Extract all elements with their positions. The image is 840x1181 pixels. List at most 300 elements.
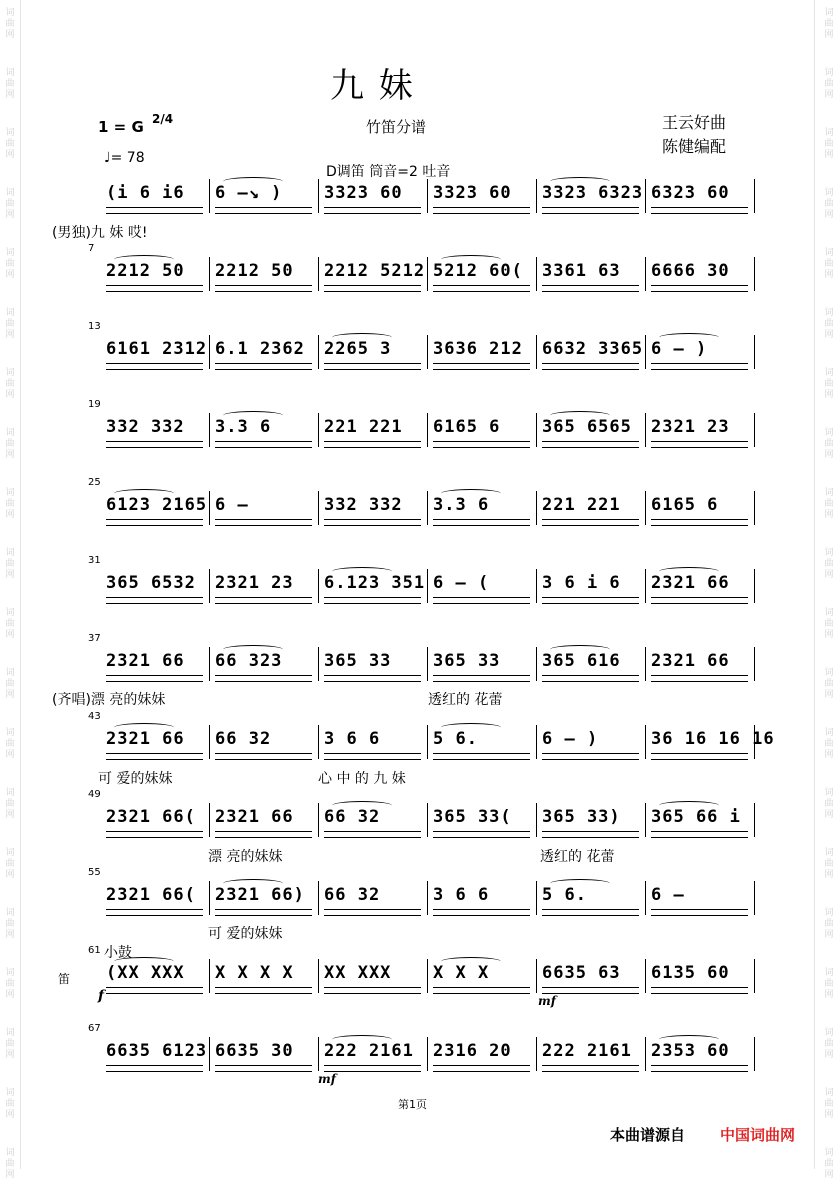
beam-underline: [106, 909, 203, 916]
measure-number: 7: [88, 243, 95, 254]
slur-arc: [659, 801, 719, 810]
beam-underline: [651, 1065, 748, 1072]
measure: [318, 801, 427, 845]
watermark-stamp: 词 曲 网: [5, 128, 15, 160]
jianpu-notes: 6.123 351: [324, 573, 426, 593]
jianpu-notes: 2321 23: [651, 417, 730, 437]
watermark-stamp: 词 曲 网: [5, 8, 15, 40]
jianpu-notes: 2212 50: [215, 261, 294, 281]
beam-underline: [324, 831, 421, 838]
dynamic-marking: f: [98, 988, 105, 1004]
bar-line: [209, 881, 210, 915]
lyric-line: 可 爱的妹妹: [98, 771, 173, 787]
jianpu-notes: 2321 66: [106, 651, 185, 671]
jianpu-notes: 6666 30: [651, 261, 730, 281]
jianpu-notes: 365 6532: [106, 573, 196, 593]
jianpu-notes: 6165 6: [651, 495, 719, 515]
song-title: 九 妹: [330, 66, 415, 106]
measure-number: 31: [88, 555, 101, 566]
beam-underline: [542, 363, 639, 370]
watermark-stamp: 词 曲 网: [5, 728, 15, 760]
measure-number: 13: [88, 321, 101, 332]
jianpu-notes: 6 – ): [651, 339, 708, 359]
watermark-stamp: 词 曲 网: [824, 1148, 834, 1180]
beam-underline: [651, 675, 748, 682]
beam-underline: [542, 753, 639, 760]
composer-credit: 王云好曲: [662, 113, 727, 132]
watermark-stamp: 词 曲 网: [824, 368, 834, 400]
measure: [209, 723, 318, 767]
bar-line: [427, 569, 428, 603]
jianpu-notes: 6165 6: [433, 417, 501, 437]
bar-line: [318, 725, 319, 759]
bar-line: [209, 491, 210, 525]
drum-section-label: 小鼓: [104, 945, 132, 961]
beam-underline: [215, 909, 312, 916]
measure: [645, 801, 754, 845]
slur-arc: [441, 723, 501, 732]
system-end-bar-line: [754, 413, 755, 447]
slur-arc: [114, 723, 174, 732]
bar-line: [645, 491, 646, 525]
jianpu-notes: 2265 3: [324, 339, 392, 359]
jianpu-notes: 3.3 6: [433, 495, 490, 515]
watermark-stamp: 词 曲 网: [5, 248, 15, 280]
beam-underline: [433, 441, 530, 448]
beam-underline: [324, 285, 421, 292]
slur-arc: [114, 255, 174, 264]
beam-underline: [106, 1065, 203, 1072]
bar-line: [536, 647, 537, 681]
measure-number: 19: [88, 399, 101, 410]
jianpu-notes: 365 33: [433, 651, 501, 671]
jianpu-notes: 3 6 i 6: [542, 573, 621, 593]
watermark-stamp: 词 曲 网: [824, 428, 834, 460]
measure: [645, 489, 754, 533]
beam-underline: [542, 675, 639, 682]
bar-line: [536, 1037, 537, 1071]
watermark-stamp: 词 曲 网: [5, 968, 15, 1000]
measure: [427, 645, 536, 689]
lyric-line: 可 爱的妹妹: [208, 926, 283, 942]
beam-underline: [106, 831, 203, 838]
jianpu-notes: 66 32: [215, 729, 272, 749]
measure: [209, 801, 318, 845]
jianpu-notes: XX XXX: [324, 963, 392, 983]
lyric-line: 透红的 花蕾: [540, 849, 615, 865]
measure: [536, 333, 645, 377]
measure: [427, 723, 536, 767]
score-system: [88, 477, 754, 533]
measure: [645, 645, 754, 689]
beam-underline: [651, 753, 748, 760]
jianpu-notes: 221 221: [324, 417, 403, 437]
bar-line: [645, 1037, 646, 1071]
beam-underline: [324, 519, 421, 526]
measure: [318, 645, 427, 689]
watermark-stamp: 词 曲 网: [824, 488, 834, 520]
bar-line: [318, 257, 319, 291]
watermark-stamp: 词 曲 网: [5, 548, 15, 580]
jianpu-notes: 365 33): [542, 807, 621, 827]
measure-number: 55: [88, 867, 101, 878]
jianpu-notes: 6 –↘ ): [215, 183, 283, 203]
beam-underline: [542, 285, 639, 292]
bar-line: [318, 491, 319, 525]
watermark-stamp: 词 曲 网: [5, 308, 15, 340]
watermark-stamp: 词 曲 网: [824, 68, 834, 100]
watermark-stamp: 词 曲 网: [5, 1028, 15, 1060]
jianpu-notes: 332 332: [106, 417, 185, 437]
key-signature: 1 = G: [98, 118, 144, 136]
measure: [427, 567, 536, 611]
beam-underline: [324, 597, 421, 604]
beam-underline: [215, 987, 312, 994]
beam-underline: [106, 441, 203, 448]
measure: [427, 879, 536, 923]
measure: [536, 645, 645, 689]
beam-underline: [651, 519, 748, 526]
score-system: [88, 633, 754, 689]
dynamic-marking: mf: [538, 994, 556, 1008]
beam-underline: [651, 285, 748, 292]
watermark-stamp: 词 曲 网: [824, 248, 834, 280]
measure: [645, 567, 754, 611]
bar-line: [536, 257, 537, 291]
jianpu-notes: 5 6.: [542, 885, 587, 905]
jianpu-notes: 6.1 2362: [215, 339, 305, 359]
beam-underline: [215, 519, 312, 526]
measure: [536, 723, 645, 767]
jianpu-notes: X X X: [433, 963, 490, 983]
beam-underline: [215, 675, 312, 682]
measure: [100, 645, 209, 689]
jianpu-notes: 2212 50: [106, 261, 185, 281]
jianpu-notes: 5212 60(: [433, 261, 523, 281]
beam-underline: [324, 909, 421, 916]
watermark-stamp: 词 曲 网: [824, 668, 834, 700]
beam-underline: [215, 285, 312, 292]
bar-line: [536, 881, 537, 915]
score-system: [88, 399, 754, 455]
bar-line: [209, 257, 210, 291]
bar-line: [536, 725, 537, 759]
lyric-line: (男独)九 妹 哎!: [52, 225, 148, 241]
slur-arc: [332, 1035, 392, 1044]
tempo-marking: ♩= 78: [104, 150, 145, 166]
measure: [645, 957, 754, 1001]
jianpu-notes: 66 323: [215, 651, 283, 671]
measure: [318, 333, 427, 377]
slur-arc: [659, 333, 719, 342]
system-end-bar-line: [754, 647, 755, 681]
bar-line: [427, 257, 428, 291]
bar-line: [318, 959, 319, 993]
measure: [100, 333, 209, 377]
jianpu-notes: 2316 20: [433, 1041, 512, 1061]
slur-arc: [441, 489, 501, 498]
beam-underline: [215, 207, 312, 214]
measure: [209, 411, 318, 455]
beam-underline: [215, 363, 312, 370]
jianpu-notes: 2212 5212: [324, 261, 426, 281]
measure: [427, 333, 536, 377]
jianpu-notes: 6 – ): [542, 729, 599, 749]
measure: [100, 177, 209, 221]
system-end-bar-line: [754, 725, 755, 759]
measure: [318, 723, 427, 767]
beam-underline: [215, 1065, 312, 1072]
beam-underline: [106, 285, 203, 292]
time-signature: 2/4: [152, 112, 174, 126]
jianpu-notes: 2321 66: [106, 729, 185, 749]
score-system: [88, 789, 754, 845]
bar-line: [427, 413, 428, 447]
lyric-line: 漂 亮的妹妹: [208, 849, 283, 865]
source-prefix: 本曲谱源自: [610, 1126, 686, 1144]
jianpu-notes: 3323 60: [324, 183, 403, 203]
bar-line: [209, 725, 210, 759]
beam-underline: [433, 285, 530, 292]
jianpu-notes: 3 6 6: [324, 729, 381, 749]
measure: [318, 957, 427, 1001]
beam-underline: [433, 519, 530, 526]
score-system: [88, 1023, 754, 1079]
watermark-stamp: 词 曲 网: [5, 608, 15, 640]
page-number: 第1页: [398, 1098, 427, 1111]
beam-underline: [433, 987, 530, 994]
bar-line: [318, 1037, 319, 1071]
bar-line: [427, 179, 428, 213]
watermark-stamp: 词 曲 网: [824, 1028, 834, 1060]
system-end-bar-line: [754, 491, 755, 525]
bar-line: [209, 335, 210, 369]
watermark-stamp: 词 曲 网: [5, 428, 15, 460]
watermark-stamp: 词 曲 网: [824, 608, 834, 640]
measure: [427, 957, 536, 1001]
jianpu-notes: 2321 66(: [106, 885, 196, 905]
watermark-stamp: 词 曲 网: [824, 908, 834, 940]
slur-arc: [332, 567, 392, 576]
jianpu-notes: 6635 30: [215, 1041, 294, 1061]
beam-underline: [106, 207, 203, 214]
measure: [209, 333, 318, 377]
watermark-stamp: 词 曲 网: [5, 188, 15, 220]
system-end-bar-line: [754, 179, 755, 213]
bar-line: [645, 413, 646, 447]
source-site-link[interactable]: 中国词曲网: [720, 1126, 796, 1144]
jianpu-notes: 36 16 16 16: [651, 729, 775, 749]
measure: [100, 489, 209, 533]
system-end-bar-line: [754, 257, 755, 291]
lyric-line: (齐唱)漂 亮的妹妹: [52, 692, 166, 708]
measure-number: 43: [88, 711, 101, 722]
jianpu-notes: 2321 66: [215, 807, 294, 827]
system-end-bar-line: [754, 1037, 755, 1071]
lyric-line: 透红的 花蕾: [428, 692, 503, 708]
measure: [318, 177, 427, 221]
watermark-stamp: 词 曲 网: [5, 908, 15, 940]
watermark-stamp: 词 曲 网: [824, 968, 834, 1000]
jianpu-notes: 66 32: [324, 885, 381, 905]
jianpu-notes: 2321 23: [215, 573, 294, 593]
beam-underline: [215, 441, 312, 448]
jianpu-notes: 3 6 6: [433, 885, 490, 905]
measure: [318, 411, 427, 455]
jianpu-notes: 3323 6323: [542, 183, 644, 203]
measure: [100, 957, 209, 1001]
left-border-line: [20, 0, 21, 1169]
measure-number: 25: [88, 477, 101, 488]
watermark-stamp: 词 曲 网: [5, 788, 15, 820]
right-border-line: [814, 0, 815, 1169]
bar-line: [427, 959, 428, 993]
beam-underline: [433, 597, 530, 604]
beam-underline: [542, 831, 639, 838]
measure-number: 49: [88, 789, 101, 800]
score-system: [88, 321, 754, 377]
measure: [427, 411, 536, 455]
jianpu-notes: 66 32: [324, 807, 381, 827]
bar-line: [318, 179, 319, 213]
bar-line: [318, 881, 319, 915]
system-end-bar-line: [754, 881, 755, 915]
measure: [318, 879, 427, 923]
score-system: [88, 867, 754, 923]
watermark-stamp: 词 曲 网: [824, 128, 834, 160]
jianpu-notes: 5 6.: [433, 729, 478, 749]
beam-underline: [215, 753, 312, 760]
bar-line: [645, 803, 646, 837]
bar-line: [645, 569, 646, 603]
measure: [645, 255, 754, 299]
slur-arc: [223, 411, 283, 420]
bar-line: [209, 179, 210, 213]
jianpu-notes: 6635 6123: [106, 1041, 208, 1061]
jianpu-notes: 6 –: [651, 885, 685, 905]
bar-line: [209, 803, 210, 837]
system-end-bar-line: [754, 569, 755, 603]
beam-underline: [433, 1065, 530, 1072]
beam-underline: [433, 675, 530, 682]
jianpu-notes: 221 221: [542, 495, 621, 515]
watermark-stamp: 词 曲 网: [824, 848, 834, 880]
jianpu-notes: (i 6 i6: [106, 183, 185, 203]
watermark-stamp: 词 曲 网: [824, 548, 834, 580]
bar-line: [209, 413, 210, 447]
measure: [100, 1035, 209, 1079]
measure: [427, 255, 536, 299]
measure: [645, 879, 754, 923]
measure: [100, 411, 209, 455]
beam-underline: [651, 441, 748, 448]
bar-line: [209, 569, 210, 603]
slur-arc: [332, 801, 392, 810]
slur-arc: [441, 957, 501, 966]
beam-underline: [324, 207, 421, 214]
slur-arc: [659, 567, 719, 576]
slur-arc: [550, 645, 610, 654]
bar-line: [318, 413, 319, 447]
beam-underline: [651, 831, 748, 838]
measure: [209, 879, 318, 923]
bar-line: [209, 959, 210, 993]
system-end-bar-line: [754, 335, 755, 369]
slur-arc: [550, 879, 610, 888]
slur-arc: [441, 255, 501, 264]
watermark-stamp: 词 曲 网: [824, 8, 834, 40]
jianpu-notes: 332 332: [324, 495, 403, 515]
beam-underline: [542, 909, 639, 916]
measure: [100, 567, 209, 611]
bar-line: [427, 647, 428, 681]
jianpu-notes: 3361 63: [542, 261, 621, 281]
watermark-stamp: 词 曲 网: [5, 848, 15, 880]
jianpu-notes: 2321 66: [651, 651, 730, 671]
bar-line: [645, 179, 646, 213]
measure: [100, 723, 209, 767]
bar-line: [427, 803, 428, 837]
beam-underline: [542, 207, 639, 214]
beam-underline: [324, 1065, 421, 1072]
measure: [645, 333, 754, 377]
jianpu-notes: 6632 3365: [542, 339, 644, 359]
beam-underline: [651, 987, 748, 994]
bar-line: [427, 881, 428, 915]
bar-line: [209, 647, 210, 681]
bar-line: [318, 335, 319, 369]
beam-underline: [433, 363, 530, 370]
measure: [318, 255, 427, 299]
bar-line: [645, 647, 646, 681]
watermark-stamp: 词 曲 网: [824, 308, 834, 340]
measure: [536, 255, 645, 299]
beam-underline: [324, 675, 421, 682]
jianpu-notes: 2321 66(: [106, 807, 196, 827]
system-end-bar-line: [754, 959, 755, 993]
measure: [209, 255, 318, 299]
slur-arc: [223, 177, 283, 186]
measure: [536, 177, 645, 221]
measure: [209, 489, 318, 533]
bar-line: [536, 179, 537, 213]
score-system: [88, 711, 775, 767]
watermark-stamp: 词 曲 网: [824, 188, 834, 220]
measure: [536, 411, 645, 455]
measure: [318, 567, 427, 611]
bar-line: [427, 725, 428, 759]
jianpu-notes: 365 616: [542, 651, 621, 671]
beam-underline: [651, 207, 748, 214]
bar-line: [536, 959, 537, 993]
measure: [536, 489, 645, 533]
beam-underline: [651, 363, 748, 370]
watermark-stamp: 词 曲 网: [824, 1088, 834, 1120]
lyric-line: 心 中 的 九 妹: [318, 771, 406, 787]
measure: [318, 489, 427, 533]
beam-underline: [106, 597, 203, 604]
slur-arc: [223, 645, 283, 654]
watermark-stamp: 词 曲 网: [5, 68, 15, 100]
watermark-stamp: 词 曲 网: [824, 788, 834, 820]
beam-underline: [433, 831, 530, 838]
measure: [427, 177, 536, 221]
measure-number: 37: [88, 633, 101, 644]
bar-line: [536, 569, 537, 603]
beam-underline: [324, 363, 421, 370]
slur-arc: [114, 489, 174, 498]
slur-arc: [550, 411, 610, 420]
